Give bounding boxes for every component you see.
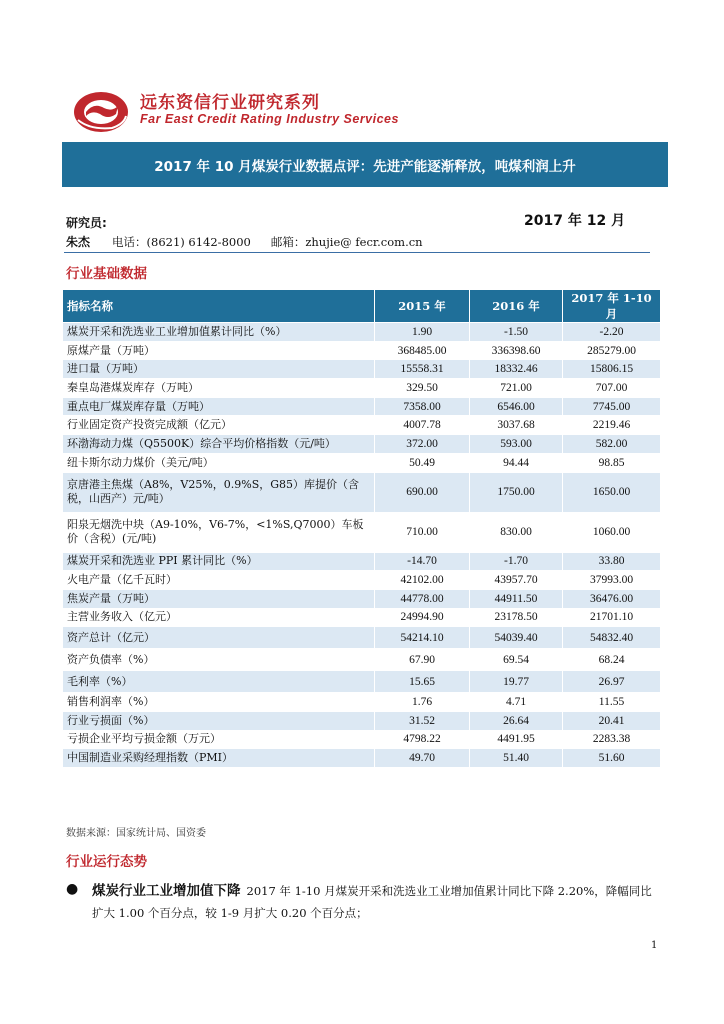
phone: 电话：(8621) 6142-8000 (112, 235, 251, 249)
table-row (63, 416, 661, 435)
value-cell-v2015: 690.00 (375, 472, 470, 512)
report-title: 2017 年 10 月煤炭行业数据点评：先进产能逐渐释放，吨煤利润上升 (154, 158, 576, 175)
table-row (63, 397, 661, 416)
value-cell-v2016: 94.44 (470, 453, 563, 472)
value-cell-v2017: 98.85 (563, 453, 661, 472)
value-cell-v2015: 1.76 (375, 693, 470, 712)
value-cell-v2016: 4.71 (470, 693, 563, 712)
value-cell-v2016: 1750.00 (470, 472, 563, 512)
indicator-name-cell: 环渤海动力煤（Q5500K）综合平均价格指数（元/吨） (63, 435, 375, 454)
table-row (63, 730, 661, 749)
value-cell-v2017: 20.41 (563, 711, 661, 730)
table-row (63, 379, 661, 398)
value-cell-v2015: 15.65 (375, 671, 470, 693)
column-header: 2016 年 (470, 290, 563, 323)
value-cell-v2015: 50.49 (375, 453, 470, 472)
value-cell-v2016: 23178.50 (470, 608, 563, 627)
industry-data-table (62, 289, 661, 768)
indicator-name-cell: 主营业务收入（亿元） (63, 608, 375, 627)
table-row (63, 552, 661, 571)
value-cell-v2016: 830.00 (470, 512, 563, 552)
value-cell-v2017: 1060.00 (563, 512, 661, 552)
table-row (63, 711, 661, 730)
data-source-note: 数据来源：国家统计局、国资委 (66, 828, 206, 839)
indicator-name-cell: 原煤产量（万吨） (63, 341, 375, 360)
value-cell-v2015: 4007.78 (375, 416, 470, 435)
value-cell-v2016: -1.50 (470, 323, 563, 342)
value-cell-v2015: 44778.00 (375, 589, 470, 608)
researcher-label: 研究员: (66, 216, 107, 230)
value-cell-v2017: 33.80 (563, 552, 661, 571)
page-number: 1 (651, 940, 658, 951)
column-header: 2017 年 1-10 月 (563, 290, 661, 323)
indicator-name-cell: 阳泉无烟洗中块（A9-10%，V6-7%，<1%S,Q7000）车板价（含税）(元/吨) (63, 512, 375, 552)
value-cell-v2016: 3037.68 (470, 416, 563, 435)
section-title-trends: 行业运行态势 (66, 854, 147, 870)
value-cell-v2016: 51.40 (470, 749, 563, 768)
indicator-name-cell: 煤炭开采和洗选业 PPI 累计同比（%） (63, 552, 375, 571)
value-cell-v2015: 4798.22 (375, 730, 470, 749)
table-row (63, 608, 661, 627)
report-title-banner (62, 142, 668, 187)
value-cell-v2016: 19.77 (470, 671, 563, 693)
value-cell-v2016: 26.64 (470, 711, 563, 730)
value-cell-v2017: 26.97 (563, 671, 661, 693)
brand-name-en: Far East Credit Rating Industry Services (140, 112, 399, 126)
trend-paragraph (92, 880, 662, 924)
table-header-row (63, 290, 661, 323)
column-header: 2015 年 (375, 290, 470, 323)
value-cell-v2017: 285279.00 (563, 341, 661, 360)
table-row (63, 589, 661, 608)
table-row (63, 341, 661, 360)
value-cell-v2016: 721.00 (470, 379, 563, 398)
value-cell-v2015: 49.70 (375, 749, 470, 768)
value-cell-v2016: 54039.40 (470, 627, 563, 649)
value-cell-v2015: 368485.00 (375, 341, 470, 360)
indicator-name-cell: 京唐港主焦煤（A8%，V25%，0.9%S，G85）库提价（含税，山西产）元/吨） (63, 472, 375, 512)
email: 邮箱：zhujie@ fecr.com.cn (270, 235, 423, 249)
value-cell-v2015: 54214.10 (375, 627, 470, 649)
section-title-basic-data: 行业基础数据 (66, 266, 147, 282)
value-cell-v2015: 372.00 (375, 435, 470, 454)
indicator-name-cell: 行业固定资产投资完成额（亿元） (63, 416, 375, 435)
indicator-name-cell: 行业亏损面（%） (63, 711, 375, 730)
indicator-name-cell: 秦皇岛港煤炭库存（万吨） (63, 379, 375, 398)
value-cell-v2015: 24994.90 (375, 608, 470, 627)
value-cell-v2017: 37993.00 (563, 571, 661, 590)
indicator-name-cell: 重点电厂煤炭库存量（万吨） (63, 397, 375, 416)
table-row (63, 512, 661, 552)
value-cell-v2016: 44911.50 (470, 589, 563, 608)
value-cell-v2016: 69.54 (470, 649, 563, 671)
indicator-name-cell: 煤炭开采和洗选业工业增加值累计同比（%） (63, 323, 375, 342)
bullet-icon: ● (66, 881, 79, 897)
indicator-name-cell: 进口量（万吨） (63, 360, 375, 379)
value-cell-v2017: 7745.00 (563, 397, 661, 416)
indicator-name-cell: 焦炭产量（万吨） (63, 589, 375, 608)
value-cell-v2017: 2283.38 (563, 730, 661, 749)
value-cell-v2015: -14.70 (375, 552, 470, 571)
value-cell-v2017: 582.00 (563, 435, 661, 454)
report-date: 2017 年 12 月 (524, 213, 626, 229)
value-cell-v2017: 707.00 (563, 379, 661, 398)
indicator-name-cell: 资产总计（亿元） (63, 627, 375, 649)
indicator-name-cell: 中国制造业采购经理指数（PMI） (63, 749, 375, 768)
table-row (63, 435, 661, 454)
fecr-logo-icon (72, 90, 130, 134)
value-cell-v2016: 4491.95 (470, 730, 563, 749)
table-row (63, 671, 661, 693)
value-cell-v2016: 43957.70 (470, 571, 563, 590)
indicator-name-cell: 销售利润率（%） (63, 693, 375, 712)
value-cell-v2015: 1.90 (375, 323, 470, 342)
value-cell-v2017: 68.24 (563, 649, 661, 671)
brand-name-cn: 远东资信行业研究系列 (140, 93, 320, 113)
indicator-name-cell: 亏损企业平均亏损金额（万元） (63, 730, 375, 749)
value-cell-v2015: 7358.00 (375, 397, 470, 416)
table-row (63, 749, 661, 768)
value-cell-v2015: 15558.31 (375, 360, 470, 379)
value-cell-v2016: -1.70 (470, 552, 563, 571)
header-divider (64, 252, 650, 253)
table-row (63, 693, 661, 712)
value-cell-v2015: 329.50 (375, 379, 470, 398)
value-cell-v2017: 11.55 (563, 693, 661, 712)
value-cell-v2017: 15806.15 (563, 360, 661, 379)
value-cell-v2017: 1650.00 (563, 472, 661, 512)
value-cell-v2015: 31.52 (375, 711, 470, 730)
value-cell-v2017: 54832.40 (563, 627, 661, 649)
bullet-heading: 煤炭行业工业增加值下降 (92, 883, 241, 899)
researcher-name: 朱杰 (66, 235, 91, 249)
indicator-name-cell: 毛利率（%） (63, 671, 375, 693)
column-header: 指标名称 (63, 290, 375, 323)
value-cell-v2017: -2.20 (563, 323, 661, 342)
contact-line (66, 233, 423, 250)
indicator-name-cell: 资产负债率（%） (63, 649, 375, 671)
value-cell-v2017: 51.60 (563, 749, 661, 768)
table-row (63, 360, 661, 379)
value-cell-v2016: 6546.00 (470, 397, 563, 416)
indicator-name-cell: 火电产量（亿千瓦时） (63, 571, 375, 590)
value-cell-v2016: 18332.46 (470, 360, 563, 379)
indicator-name-cell: 纽卡斯尔动力煤价（美元/吨） (63, 453, 375, 472)
bullet-text: 2017 年 1-10 月煤炭开采和洗选业工业增加值累计同比下降 2.20%，降幅同比扩大 1.00 个百分点，较 1-9 月扩大 0.20 个百分点； (92, 884, 652, 920)
value-cell-v2017: 2219.46 (563, 416, 661, 435)
value-cell-v2017: 21701.10 (563, 608, 661, 627)
table-row (63, 627, 661, 649)
value-cell-v2015: 710.00 (375, 512, 470, 552)
table-row (63, 571, 661, 590)
value-cell-v2017: 36476.00 (563, 589, 661, 608)
value-cell-v2015: 67.90 (375, 649, 470, 671)
table-row (63, 472, 661, 512)
table-row (63, 649, 661, 671)
table-row (63, 323, 661, 342)
value-cell-v2015: 42102.00 (375, 571, 470, 590)
value-cell-v2016: 336398.60 (470, 341, 563, 360)
value-cell-v2016: 593.00 (470, 435, 563, 454)
table-row (63, 453, 661, 472)
